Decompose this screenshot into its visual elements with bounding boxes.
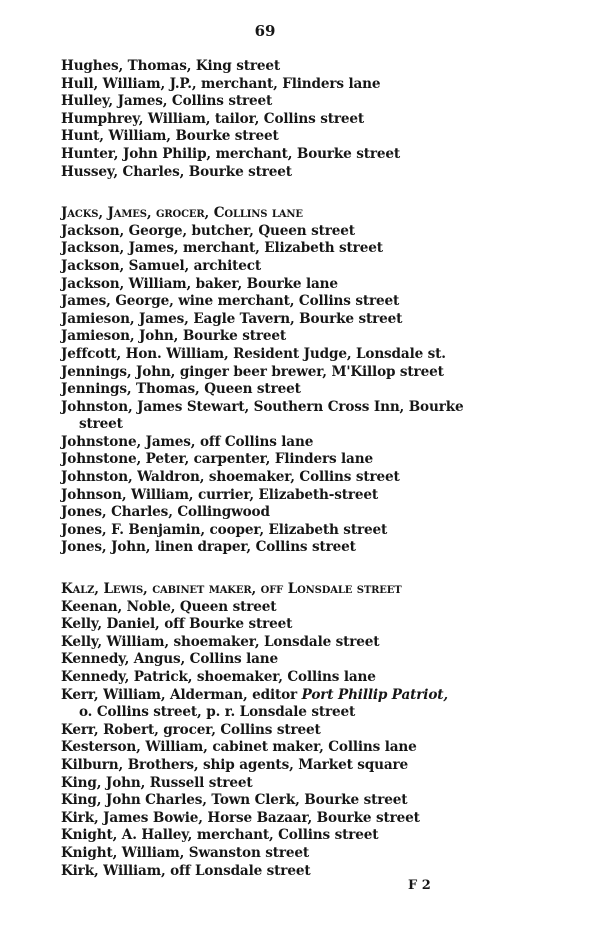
section-h [61, 58, 531, 181]
entry: Kirk, James Bowie, Horse Bazaar, Bourke street [61, 809, 420, 826]
entry: Johnstone, Peter, carpenter, Flinders lane [61, 451, 373, 468]
directory-entries [61, 58, 531, 904]
entry: Kelly, William, shoemaker, Lonsdale street [61, 633, 380, 650]
entry: Jones, John, linen draper, Collins street [61, 539, 356, 556]
entry-continuation: street [79, 416, 123, 433]
entry: Kennedy, Patrick, shoemaker, Collins lane [61, 669, 376, 685]
entry: Hughes, Thomas, King street [61, 58, 280, 74]
entry: Johnston, Waldron, shoemaker, Collins street [61, 469, 400, 486]
entry: Humphrey, William, tailor, Collins street [61, 110, 365, 127]
entry: Kerr, Robert, grocer, Collins street [61, 721, 321, 738]
entry: Johnston, James Stewart, Southern Cross Inn, Bourke [61, 398, 464, 415]
section-k [61, 581, 531, 880]
entry: Johnson, William, currier, Elizabeth-street [61, 486, 379, 503]
entry: Jones, F. Benjamin, cooper, Elizabeth street [61, 521, 388, 538]
entry: Jackson, James, merchant, Elizabeth street [61, 240, 383, 257]
entry: Knight, A. Halley, merchant, Collins street [61, 827, 379, 844]
entry: Kilburn, Brothers, ship agents, Market square [61, 756, 409, 773]
entry: Hussey, Charles, Bourke street [61, 163, 292, 180]
entry [61, 687, 531, 705]
page-number: 69 [254, 22, 276, 40]
entry: Johnstone, James, off Collins lane [61, 433, 314, 450]
entry: Jamieson, John, Bourke street [61, 328, 286, 345]
entry: Jeffcott, Hon. William, Resident Judge, Lonsdale st. [61, 345, 446, 362]
section-j [61, 205, 531, 557]
entry: Knight, William, Swanston street [61, 844, 310, 861]
entry: Kelly, Daniel, off Bourke street [61, 616, 293, 633]
signature-mark: F 2 [408, 878, 431, 893]
entry: Jamieson, James, Eagle Tavern, Bourke street [61, 310, 403, 327]
entry: James, George, wine merchant, Collins street [61, 293, 400, 310]
entry: Jackson, William, baker, Bourke lane [61, 275, 338, 292]
entry: Keenan, Noble, Queen street [61, 598, 277, 615]
entry: Jones, Charles, Collingwood [61, 504, 270, 521]
entry-continuation: o. Collins street, p. r. Lonsdale street [79, 704, 356, 721]
entry: Jackson, George, butcher, Queen street [61, 222, 355, 239]
entry: Hull, William, J.P., merchant, Flinders lane [61, 75, 381, 92]
entry: Kalz, Lewis, cabinet maker, off Lonsdale street [61, 581, 402, 598]
entry: King, John Charles, Town Clerk, Bourke street [61, 792, 408, 809]
entry: Jennings, John, ginger beer brewer, M'Killop street [61, 363, 444, 380]
entry: Jacks, James, grocer, Collins lane [61, 205, 303, 222]
entry: Hunter, John Philip, merchant, Bourke street [61, 145, 401, 162]
entry: Kennedy, Angus, Collins lane [61, 651, 279, 668]
entry: Kesterson, William, cabinet maker, Collins lane [61, 739, 417, 756]
entry: Jackson, Samuel, architect [61, 257, 262, 274]
entry: Hulley, James, Collins street [61, 93, 273, 110]
entry: Hunt, William, Bourke street [61, 128, 279, 145]
entry-text: Kerr, William, Alderman, editor [61, 686, 298, 703]
entry: King, John, Russell street [61, 774, 253, 791]
entry: Kirk, William, off Lonsdale street [61, 862, 311, 879]
newspaper-title: Port Phillip Patriot, [301, 686, 448, 703]
entry: Jennings, Thomas, Queen street [61, 381, 301, 398]
